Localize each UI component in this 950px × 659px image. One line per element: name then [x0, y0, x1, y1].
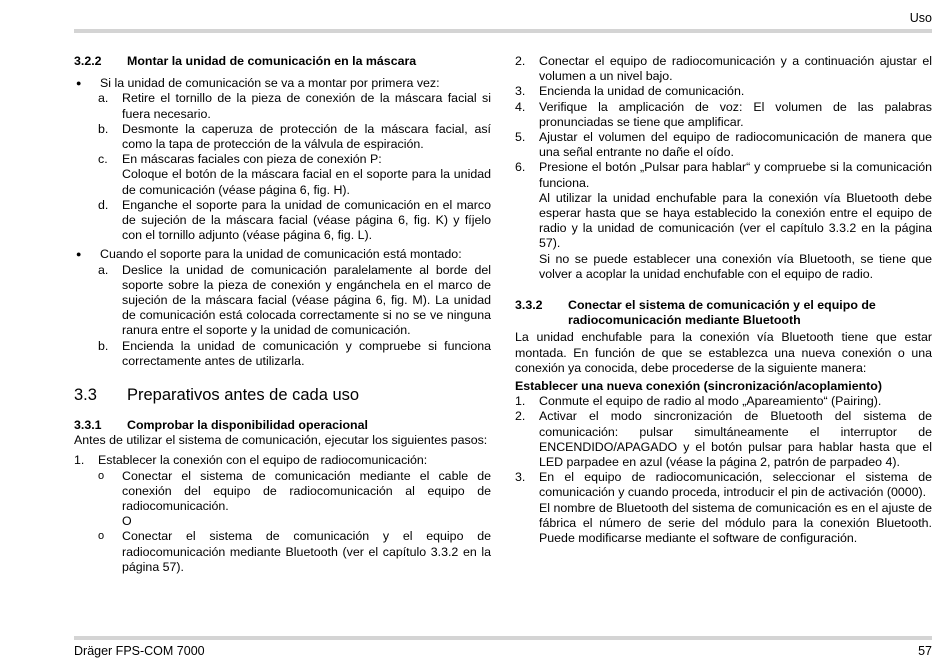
list-item: 5. Ajustar el volumen del equipo de radiocomunicación de manera que una señal entrante no dañe el oído. — [515, 130, 932, 160]
list-item: 2. Activar el modo sincronización de Bluetooth del sistema de comunicación: pulsar simultáneamente el interruptor de ENCENDIDO/APAGADO y el botón pulsar para hablar hasta que el LED parpadee en azul (véase la página 2, patrón de parpadeo 4). — [515, 409, 932, 470]
header-section: Uso — [909, 11, 932, 25]
list-item: a. Retire el tornillo de la pieza de conexión de la máscara facial si fuera necesario. — [98, 91, 491, 121]
list-item: c. En máscaras faciales con pieza de conexión P: Coloque el botón de la máscara facial en el soporte para la unidad de comunicación (véase página 6, fig. H). — [98, 152, 491, 197]
right-column — [515, 54, 932, 546]
list-item: 1. Establecer la conexión con el equipo de radiocomunicación: — [74, 453, 428, 468]
subheading: Establecer una nueva conexión (sincronización/acoplamiento) — [515, 379, 882, 394]
footer-rule — [74, 636, 932, 640]
list-item: 1. Conmute el equipo de radio al modo „Apareamiento“ (Pairing). — [515, 394, 882, 409]
footer-product: Dräger FPS-COM 7000 — [74, 644, 205, 658]
paragraph: La unidad enchufable para la conexión vía Bluetooth tiene que estar montada. En función de que se establezca una nueva conexión o una conexión ya conocida, debe procederse de la siguiente manera: — [515, 330, 932, 375]
list-item: o Conectar el sistema de comunicación y el equipo de radiocomunicación mediante Bluetooth (ver el capítulo 3.3.2 en la página 57). — [74, 529, 491, 575]
list-item: 3. En el equipo de radiocomunicación, seleccionar el sistema de comunicación y cuando proceda, introducir el pin de activación (0000). El nombre de Bluetooth del sistema de comunicación es en el ajuste de fábrica el número de serie del módulo para la conexión Bluetooth. Puede modificarse mediante el software de configuración. — [515, 470, 932, 546]
bullet-item: ● Si la unidad de comunicación se va a montar por primera vez: — [76, 76, 440, 91]
heading-3-3-1: 3.3.1 Comprobar la disponibilidad operacional — [74, 418, 368, 433]
heading-3-2-2: 3.2.2 Montar la unidad de comunicación en la máscara — [74, 54, 417, 68]
paragraph: Antes de utilizar el sistema de comunicación, ejecutar los siguientes pasos: — [74, 433, 488, 448]
list-item: 6. Presione el botón „Pulsar para hablar“ y compruebe si la comunicación funciona. Al utilizar la unidad enchufable para la conexión vía Bluetooth debe esperar hasta que se haya establecido la conexión entre el equipo de radio y la unidad de comunicación (ver el capítulo 3.3.2 en la página 57). Si no se puede establecer una conexión vía Bluetooth, se tiene que volver a acoplar la unidad enchufable con el equipo de radio. — [515, 160, 932, 281]
list-item: b. Encienda la unidad de comunicación y compruebe si funciona correctamente antes de utilizarla. — [98, 338, 491, 368]
heading-3-3: 3.3 Preparativos antes de cada uso — [74, 386, 360, 405]
bullet-icon: ● — [76, 78, 82, 89]
list-item: 3. Encienda la unidad de comunicación. — [515, 84, 745, 99]
list-item: d. Enganche el soporte para la unidad de comunicación en el marco de sujeción de la máscara facial (véase página 6, fig. K) y fíjelo con el tornillo adjunto (véase página 6, fig. L). — [98, 197, 491, 243]
heading-3-3-2: 3.3.2 Conectar el sistema de comunicación y el equipo de radiocomunicación mediante Bluetooth — [515, 298, 876, 328]
left-column — [74, 54, 491, 575]
header-rule — [74, 29, 932, 33]
list-item: o Conectar el sistema de comunicación mediante el cable de conexión del equipo de radiocomunicación al equipo de radiocomunicación. O — [74, 469, 491, 530]
list-item: 2. Conectar el equipo de radiocomunicación y a continuación ajustar el volumen a un nivel bajo. — [515, 54, 932, 84]
bullet-icon: ● — [76, 249, 82, 260]
page-number: 57 — [918, 644, 932, 658]
list-item: a. Deslice la unidad de comunicación paralelamente al borde del soporte sobre la pieza de conexión y engánchela en el marco de sujeción de la máscara facial (véase página 6, fig. M). La unidad de comunicación está colocada correctamente si no se ve ninguna ranura entre el soporte y la unidad de comunicación. — [98, 262, 491, 338]
list-item: b. Desmonte la caperuza de protección de la máscara facial, así como la tapa de protección de la válvula de espiración. — [98, 121, 491, 152]
circle-bullet-icon: o — [98, 469, 105, 482]
circle-bullet-icon: o — [98, 530, 105, 543]
list-item: 4. Verifique la amplicación de voz: El volumen de las palabras pronunciadas se tiene que amplificar. — [515, 99, 932, 129]
bullet-item: ● Cuando el soporte para la unidad de comunicación está montado: — [76, 247, 462, 262]
